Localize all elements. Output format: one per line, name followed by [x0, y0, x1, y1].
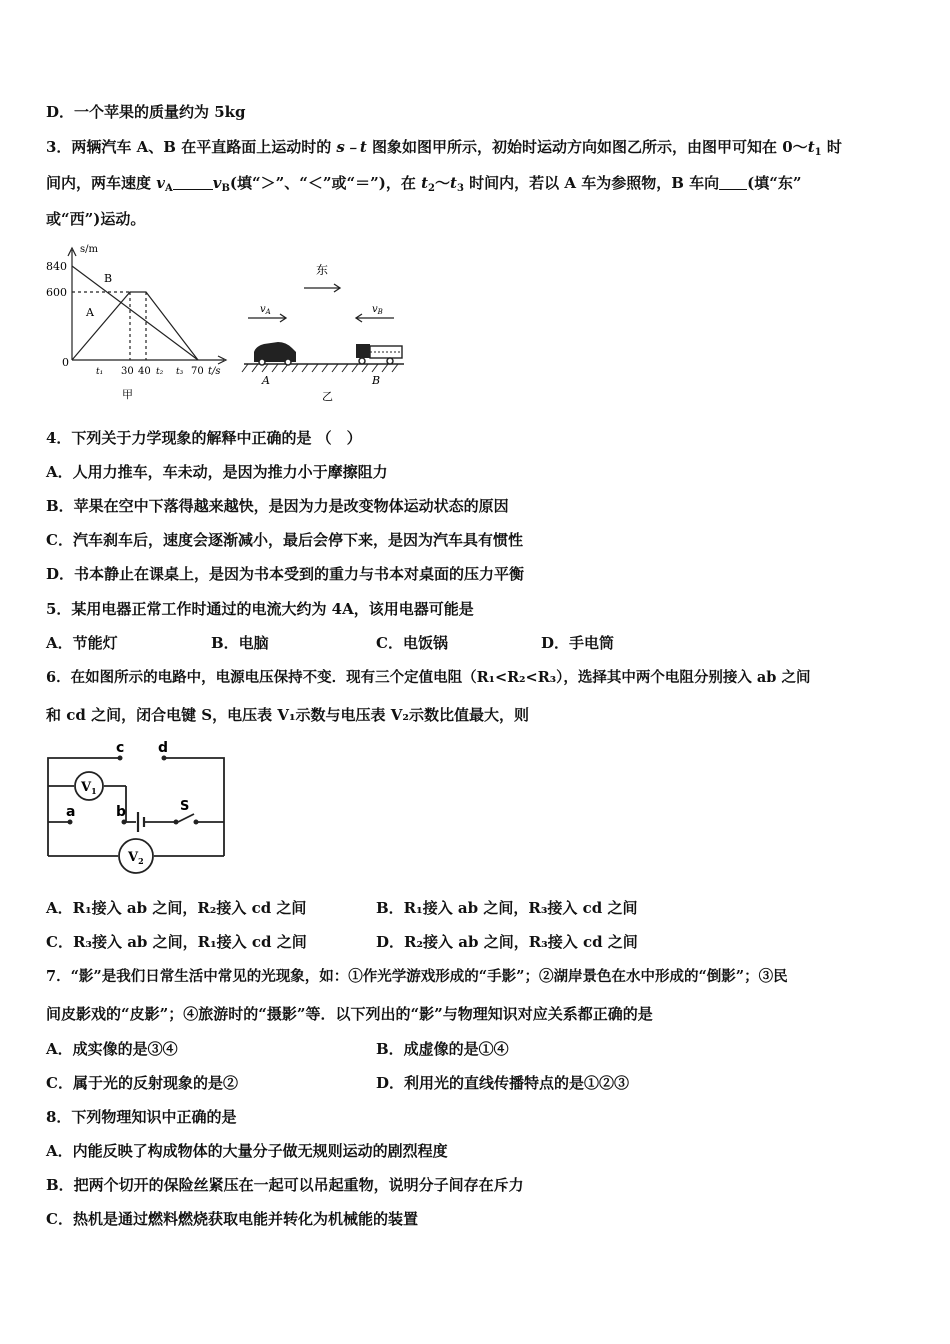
car-a-label: A	[262, 374, 270, 387]
va-label: $v_A$	[260, 304, 271, 316]
q6-line-2: 和 cd 之间，闭合电键 S，电压表 V₁示数与电压表 V₂示数比值最大，则	[46, 706, 529, 724]
q7-option-c: C．属于光的反射现象的是②	[46, 1074, 238, 1092]
car-b-label: B	[372, 374, 381, 387]
answer-blank-1	[173, 175, 213, 190]
q5-option-d: D．手电筒	[541, 634, 615, 652]
q8-option-c: C．热机是通过燃料燃烧获取电能并转化为机械能的装置	[46, 1210, 418, 1228]
node-d: d	[158, 740, 169, 756]
q4-stem: 4．下列关于力学现象的解释中正确的是 （ ）	[46, 429, 362, 447]
truck-b-icon	[356, 344, 402, 364]
q4-option-c: C．汽车刹车后，速度会逐渐减小，最后会停下来，是因为汽车具有惯性	[46, 531, 523, 549]
q6-option-b: B．R₁接入 ab 之间，R₃接入 cd 之间	[376, 899, 638, 917]
car-a-icon	[254, 342, 296, 365]
y-tick-840: 840	[46, 260, 67, 273]
x-tick-t3: t₃	[176, 367, 184, 377]
x-tick-t2: t₂	[156, 367, 164, 377]
q6-line-1: 6．在如图所示的电路中，电源电压保持不变．现有三个定值电阻（R₁<R₂<R₃），选择其中两个电阻分别接入 ab 之间	[46, 669, 811, 686]
q2-option-d: D．一个苹果的质量约为 5kg	[46, 103, 246, 121]
voltmeter-v2: $V_2$	[128, 850, 144, 866]
x-unit: t/s	[208, 366, 221, 377]
q3-line-1: 3．两辆汽车 A、B 在平直路面上运动时的 s﹣t 图象如图甲所示，初始时运动方向如图乙所示，由图甲可知在 $0\sim t_1$ 时	[46, 138, 842, 158]
q4-option-a: A．人用力推车，车未动，是因为推力小于摩擦阻力	[46, 463, 388, 481]
y-tick-600: 600	[46, 286, 67, 299]
node-c: c	[116, 740, 125, 756]
q5-option-c: C．电饭锅	[376, 634, 448, 652]
q8-stem: 8．下列物理知识中正确的是	[46, 1108, 237, 1126]
q8-option-b: B．把两个切开的保险丝紧压在一起可以吊起重物，说明分子间存在斥力	[46, 1176, 524, 1194]
node-b: b	[116, 804, 127, 820]
q5-option-a: A．节能灯	[46, 634, 118, 652]
scene-caption: 乙	[322, 390, 333, 403]
q5-stem: 5．某用电器正常工作时通过的电流大约为 4A，该用电器可能是	[46, 600, 474, 618]
car-scene	[240, 260, 410, 405]
q7-line-2: 间皮影戏的“皮影”；④旅游时的“摄影”等．以下列出的“影”与物理知识对应关系都正确的是	[46, 1005, 653, 1023]
q6-option-a: A．R₁接入 ab 之间，R₂接入 cd 之间	[46, 899, 307, 917]
x-tick-30: 30	[121, 366, 134, 377]
vb-label: $v_B$	[372, 304, 383, 316]
graph-caption: 甲	[122, 388, 133, 401]
y-tick-0: 0	[62, 356, 69, 369]
q7-line-1: 7．“影”是我们日常生活中常见的光现象，如：①作光学游戏形成的“手影”；②湖岸景色在水中形成的“倒影”；③民	[46, 968, 788, 985]
node-a: a	[66, 804, 76, 820]
q7-option-a: A．成实像的是③④	[46, 1040, 178, 1058]
q5-option-b: B．电脑	[211, 634, 269, 652]
y-unit: s/m	[80, 244, 98, 255]
q6-option-c: C．R₃接入 ab 之间，R₁接入 cd 之间	[46, 933, 307, 951]
q7-option-b: B．成虚像的是①④	[376, 1040, 509, 1058]
answer-blank-2	[719, 175, 747, 190]
direction-label: 东	[316, 263, 329, 277]
q4-option-d: D．书本静止在课桌上，是因为书本受到的重力与书本对桌面的压力平衡	[46, 565, 525, 583]
q7-option-d: D．利用光的直线传播特点的是①②③	[376, 1074, 630, 1092]
label-b: B	[104, 272, 113, 285]
q4-option-b: B．苹果在空中下落得越来越快，是因为力是改变物体运动状态的原因	[46, 497, 509, 515]
switch-s: S	[180, 799, 190, 814]
q3-line-2: 间内，两车速度 $v_A$ $v_B$(填“＞”、“＜”或“＝”)，在 $t_2\sim t_3$ 时间内，若以 A 车为参照物，B 车向 (填“东”	[46, 174, 802, 194]
x-tick-t1: t₁	[96, 367, 104, 377]
st-graph	[46, 240, 236, 405]
label-a: A	[86, 306, 94, 319]
q6-option-d: D．R₂接入 ab 之间，R₃接入 cd 之间	[376, 933, 638, 951]
q8-option-a: A．内能反映了构成物体的大量分子做无规则运动的剧烈程度	[46, 1142, 448, 1160]
q3-line-3: 或“西”)运动。	[46, 210, 146, 228]
voltmeter-v1: $V_1$	[81, 780, 97, 796]
x-tick-70: 70	[191, 366, 204, 377]
circuit-diagram	[44, 738, 234, 878]
x-tick-40: 40	[138, 366, 151, 377]
